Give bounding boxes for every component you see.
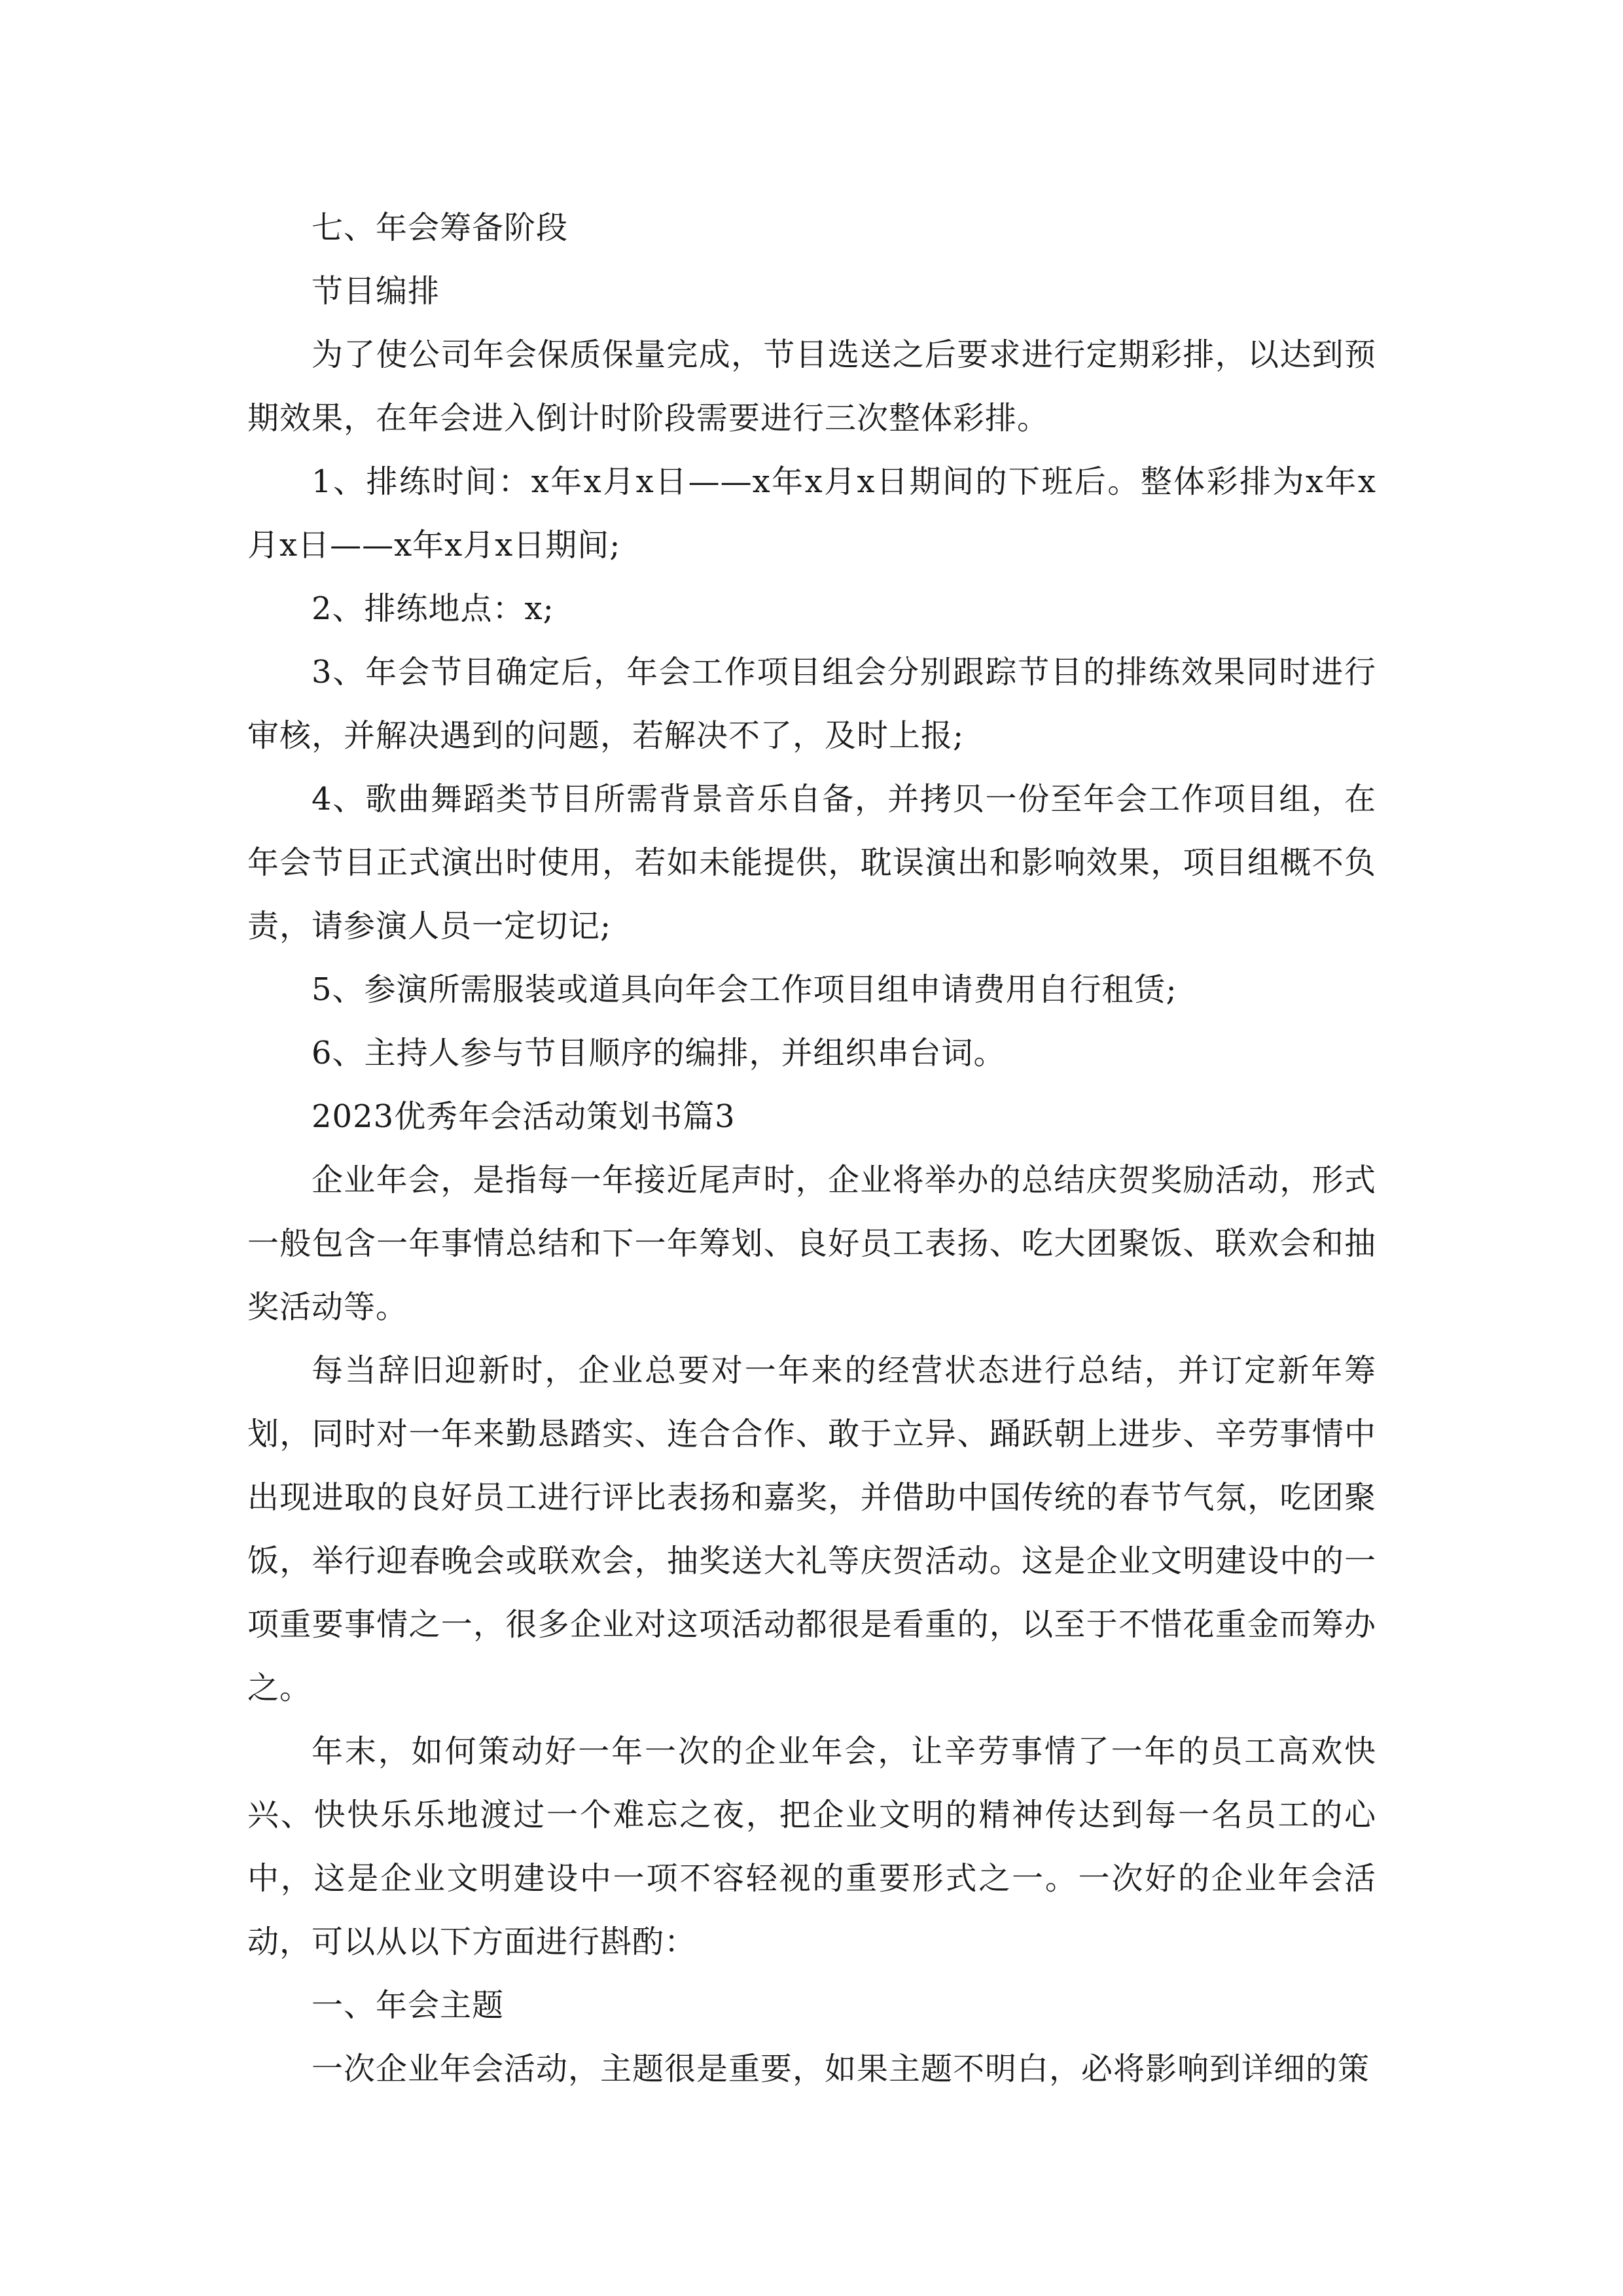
list-item-host: 6、主持人参与节目顺序的编排，并组织串台词。 — [312, 1035, 1006, 1071]
article-title: 2023优秀年会活动策划书篇3 — [312, 1098, 736, 1135]
paragraph-year-end-summary: 每当辞旧迎新时，企业总要对一年来的经营状态进行总结，并订定新年筹划，同时对一年来勤恳踏实、连合合作、敢于立异、踊跃朝上进步、辛劳事情中出现进取的良好员工进行评比表扬和嘉奖，并借助中国传统的春节气氛，吃团聚饭，举行迎春晚会或联欢会，抽奖送大礼等庆贺活动。这是企业文明建设中的一项重要事情之一，很多企业对这项活动都很是看重的，以至于不惜花重金而筹办之。 — [247, 1352, 1376, 1706]
subheading-program-arrangement: 节目编排 — [312, 273, 440, 310]
document-body — [247, 196, 1376, 2101]
section-heading-theme: 一、年会主题 — [312, 1987, 505, 2024]
list-item-costumes: 5、参演所需服装或道具向年会工作项目组申请费用自行租赁; — [312, 971, 1177, 1008]
list-item-music: 4、歌曲舞蹈类节目所需背景音乐自备，并拷贝一份至年会工作项目组，在年会节目正式演出时使用，若如未能提供，耽误演出和影响效果，项目组概不负责，请参演人员一定切记; — [247, 781, 1376, 944]
paragraph-planning: 年末，如何策动好一年一次的企业年会，让辛劳事情了一年的员工高欢快兴、快快乐乐地渡过一个难忘之夜，把企业文明的精神传达到每一名员工的心中，这是企业文明建设中一项不容轻视的重要形式之一。一次好的企业年会活动，可以从以下方面进行斟酌： — [247, 1733, 1376, 1960]
section-heading-preparation: 七、年会筹备阶段 — [312, 209, 569, 246]
list-item-rehearsal-place: 2、排练地点：x; — [312, 590, 554, 627]
paragraph-rehearsal-intro: 为了使公司年会保质保量完成，节目选送之后要求进行定期彩排，以达到预期效果，在年会进入倒计时阶段需要进行三次整体彩排。 — [247, 336, 1376, 437]
paragraph-theme: 一次企业年会活动，主题很是重要，如果主题不明白，必将影响到详细的策 — [312, 2051, 1370, 2087]
list-item-review: 3、年会节目确定后，年会工作项目组会分别跟踪节目的排练效果同时进行审核，并解决遇到的问题，若解决不了，及时上报; — [247, 654, 1376, 754]
paragraph-annual-meeting-definition: 企业年会，是指每一年接近尾声时，企业将举办的总结庆贺奖励活动，形式一般包含一年事情总结和下一年筹划、良好员工表扬、吃大团聚饭、联欢会和抽奖活动等。 — [247, 1162, 1376, 1325]
list-item-rehearsal-time: 1、排练时间：x年x月x日——x年x月x日期间的下班后。整体彩排为x年x月x日——x年x月x日期间; — [247, 463, 1376, 564]
